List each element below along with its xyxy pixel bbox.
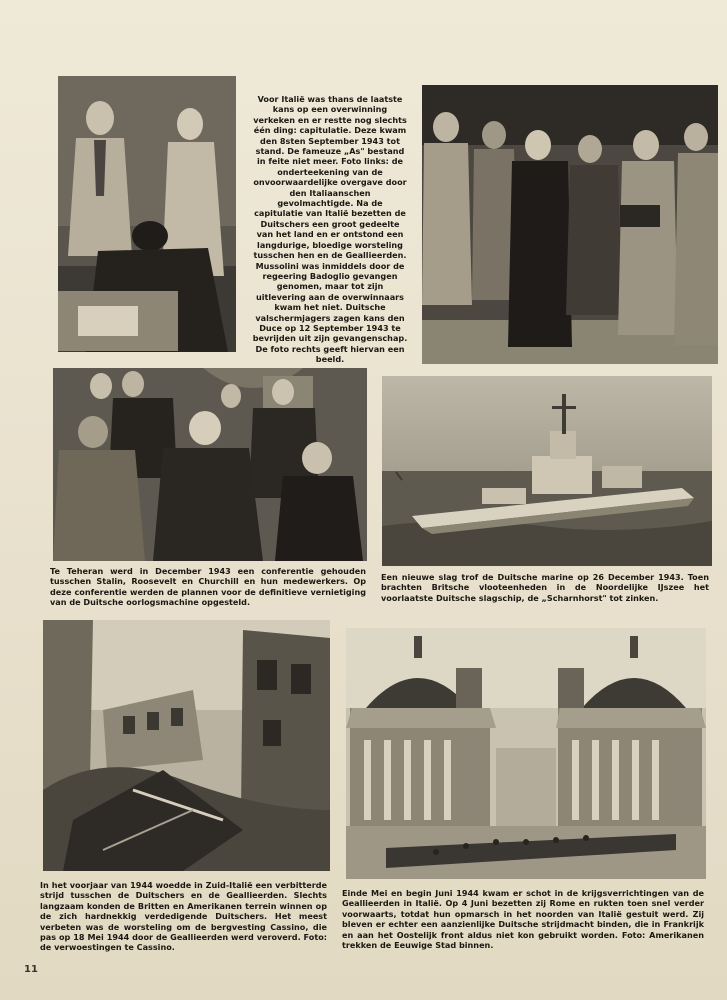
photo-rome-piazza-del-popolo	[346, 628, 706, 879]
photo-mussolini-liberation	[422, 85, 718, 364]
photo-battleship-scharnhorst	[382, 376, 712, 566]
photo-teheran-conference	[53, 368, 367, 561]
caption-teheran-conference: Te Teheran werd in December 1943 een conferentie gehouden tusschen Stalin, Roosevelt en Churchill en hun medewerkers. Op deze conferentie werden de plannen voor de definitieve vernietiging van de Duitsche oorlogsmachine opgesteld.	[50, 566, 366, 608]
caption-rome-occupation: Einde Mei en begin Juni 1944 kwam er schot in de krijgsverrichtingen van de Geallieerden in Italië. Op 4 Juni bezetten zij Rome en rukten toen snel verder voorwaarts, totdat hun opmarsch in het noorden van Italië gestuit werd. Zij bleven er echter een aanzienlijke Duitsche strijdmacht binden, die in Frankrijk en aan het Oostelijk front aldus niet kon gebruikt worden. Foto: Amerikanen trekken de Eeuwige Stad binnen.	[342, 888, 704, 951]
page-number: 11	[24, 964, 38, 975]
photo-italian-surrender-signing	[58, 76, 236, 352]
photo-cassino-ruins	[43, 620, 330, 871]
caption-scharnhorst-sinking: Een nieuwe slag trof de Duitsche marine op 26 December 1943. Toen brachten Britsche vlooteenheden in de Noordelijke IJszee het voorlaatste Duitsche slagschip, de „Scharnhorst" tot zinken.	[381, 572, 709, 603]
caption-italy-capitulation: Voor Italië was thans de laatste kans op een overwinning verkeken en er restte nog slechts één ding: capitulatie. Deze kwam den 8sten September 1943 tot stand. De fameuze „As" bestand in feite niet meer. Foto links: de onderteekening van de onvoorwaardelijke overgave door den Italiaanschen gevolmachtigde. Na de capitulatie van Italië bezetten de Duitschers een groot gedeelte van het land en er ontstond een langdurige, bloedige worsteling tusschen hen en de Geallieerden. Mussolini was inmiddels door de regeering Badoglio gevangen genomen, maar tot zijn uitlevering aan de overwinnaars kwam het niet. Duitsche valschermjagers zagen kans den Duce op 12 September 1943 te bevrijden uit zijn gevangenschap. De foto rechts geeft hiervan een beeld.	[252, 94, 408, 365]
caption-cassino-battle: In het voorjaar van 1944 woedde in Zuid-Italië een verbitterde strijd tusschen de Duitschers en de Geallieerden. Slechts langzaam konden de Britten en Amerikanen terrein winnen op de zich hardnekkig verdedigende Duitschers. Het meest verbeten was de worsteling om de bergvesting Cassino, die pas op 18 Mei 1944 door de Geallieerden werd veroverd. Foto: de verwoestingen te Cassino.	[40, 880, 327, 953]
